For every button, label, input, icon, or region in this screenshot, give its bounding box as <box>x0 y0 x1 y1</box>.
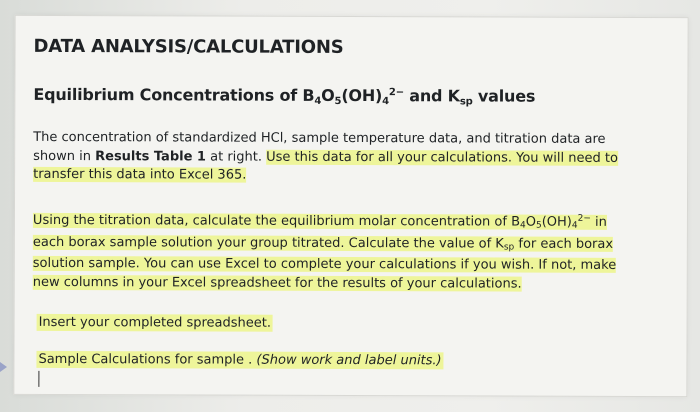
para2-ksp-subscript: sp <box>503 242 515 253</box>
instructions-paragraph-2 <box>33 208 673 294</box>
para1-line-1: The concentration of standardized HCl, sample temperature data, and titration data are <box>33 129 606 147</box>
para1-line2-mid: at right. <box>205 148 267 165</box>
subheading-charge: 2− <box>388 87 404 99</box>
para2-line4-highlight: new columns in your Excel spreadsheet for the results of your calculations. <box>32 274 522 292</box>
para2-line2-highlight <box>33 234 613 251</box>
subheading-mid: and K <box>403 86 460 106</box>
subheading-suffix: values <box>472 86 536 106</box>
document-page <box>13 15 688 397</box>
para1-line3-highlighted: transfer this data into Excel 365. <box>33 166 247 183</box>
subheading-o: O <box>321 85 335 105</box>
subheading-o-subscript: 5 <box>334 95 342 107</box>
section-subheading <box>33 85 535 108</box>
para2-line-1 <box>33 208 673 236</box>
subheading-oh-subscript: 4 <box>382 96 389 108</box>
para2-line1-end: in <box>590 214 607 230</box>
para2-b-subscript: 4 <box>519 220 526 231</box>
para2-line-3 <box>33 255 673 276</box>
para2-line1-highlight <box>33 213 607 230</box>
para1-line2-start: shown in <box>33 148 96 164</box>
para2-line2-text: each borax sample solution your group titrated. Calculate the value of K <box>32 234 504 252</box>
subheading-prefix: Equilibrium Concentrations of B <box>33 84 315 105</box>
sample-calc-instruction: (Show work and label units.) <box>256 352 442 369</box>
text-cursor[interactable] <box>38 371 39 387</box>
play-arrow-icon <box>0 362 7 372</box>
para2-oh: (OH) <box>541 214 572 230</box>
para1-line-2 <box>33 147 673 168</box>
para2-o: O <box>525 214 537 230</box>
sample-calculations-prompt <box>36 351 443 369</box>
subheading-ksp-subscript: sp <box>459 96 473 108</box>
para2-line-4 <box>33 273 673 294</box>
results-table-reference: Results Table 1 <box>95 148 207 164</box>
para2-line1-text: Using the titration data, calculate the equilibrium molar concentration of B <box>32 212 521 230</box>
para2-o-subscript: 5 <box>535 220 542 231</box>
para2-line-2 <box>33 233 673 257</box>
para2-charge: 2− <box>577 213 591 224</box>
instructions-paragraph-1 <box>33 129 673 187</box>
para2-oh-subscript: 4 <box>571 220 578 231</box>
para2-line3-highlight: solution sample. You can use Excel to complete your calculations if you wish. If not, make <box>32 255 617 273</box>
para1-highlighted-instruction: Use this data for all your calculations. You will need to <box>266 149 618 166</box>
para2-line2-end: for each borax <box>514 236 614 252</box>
subheading-oh: (OH) <box>341 85 383 106</box>
sample-calc-label: Sample Calculations for sample . <box>38 351 257 368</box>
para1-line-3 <box>33 166 673 187</box>
subheading-b-subscript: 4 <box>314 95 322 107</box>
page-heading: DATA ANALYSIS/CALCULATIONS <box>33 35 344 58</box>
insert-spreadsheet-prompt: Insert your completed spreadsheet. <box>37 314 273 332</box>
